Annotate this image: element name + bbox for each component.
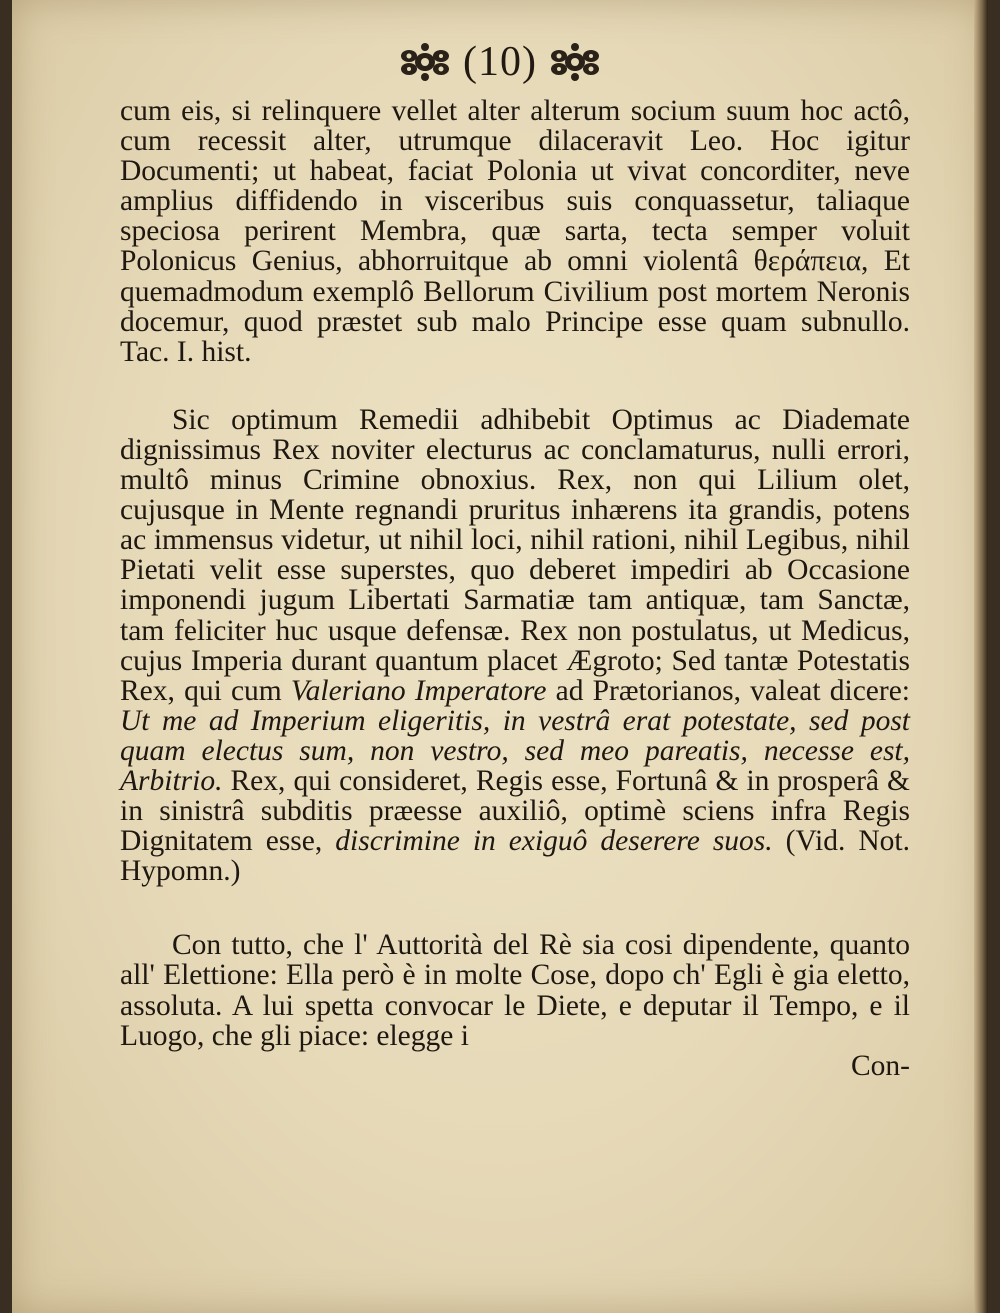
page-number: (10) [463,39,537,85]
page-header [0,38,1000,98]
paragraph-1 [120,96,910,367]
italic-name: Valeriano Imperatore [290,674,547,707]
page-body [120,96,910,1081]
floral-ornament-icon [397,42,453,82]
italic-quotation: Ut me ad Imperium eligeritis, in vestrâ erat potestate, sed post quam electus sum, non vestro, sed meo pareatis, necesse est, Arbitrio. [120,704,910,797]
italic-quotation: discrimine in exiguô deserere suos. [335,825,773,858]
paragraph-text: cum eis, si relinquere vellet alter alterum socium suum hoc actô, cum recessit alter, utrumque dilaceravit Leo. Hoc igitur Documenti; ut habeat, faciat Polonia ut vivat concorditer, neve amplius diffidendo in visceribus suis conquassetur, taliaque speciosa perirent Membra, quæ sarta, tecta semper voluit Polonicus Genius, abhorruitque ab omni violentâ θεράπεια, Et quemadmodum exemplô Bellorum Civilium post mortem Neronis docemur, quod præstet sub malo Principe esse quam subnullo. Tac. I. hist. [120,95,910,368]
paragraph-3 [120,930,910,1080]
page-edge-shadow [974,0,988,1313]
paragraph-text: Con tutto, che l' Auttorità del Rè sia cosi dipendente, quanto all' Elettione: Ella però è in molte Cose, dopo ch' Egli è gia eletto, assoluta. A lui spetta convocar le Diete, e deputar il Tempo, e il Luogo, che gli piace: elegge i [120,929,910,1052]
paragraph-text: Sic optimum Remedii adhibebit Optimus ac Diademate dignissimus Rex noviter electurus ac conclamaturus, nulli errori, multô minus Crimine obnoxius. Rex, non qui Lilium olet, cujusque in Mente regnandi pruritus inhærens ita grandis, potens ac immensus videtur, ut nihil loci, nihil rationi, nihil Legibus, nihil Pietati velit esse superstes, quo deberet impediri ab Occasione imponendi jugum Libertati Sarmatiæ tam antiquæ, tam Sanctæ, tam feliciter huc usque defensæ. Rex non postulatus, ut Medicus, cujus Imperia durant quantum placet Ægroto; Sed tantæ Potestatis Rex, qui cum [120,403,910,707]
reference-note: (Vid. Not. Hypomn.) [120,825,910,888]
paragraph-text: ad Prætorianos, valeat dicere: [546,674,910,707]
floral-ornament-icon [547,42,603,82]
paragraph-2 [120,405,910,887]
paragraph-text: Rex, qui consideret, Regis esse, Fortunâ & in prosperâ & in sinistrâ subditis præesse auxiliô, optimè sciens infra Regis Dignitatem esse, [120,764,910,858]
catchword: Con- [851,1049,910,1082]
